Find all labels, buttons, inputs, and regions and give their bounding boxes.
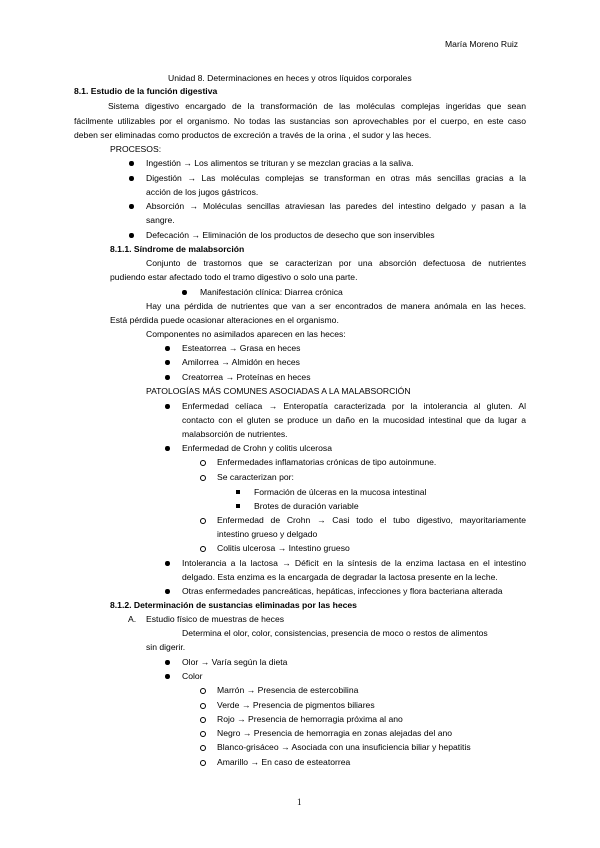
color-item: Blanco-grisáceo → Asociada con una insuficiencia biliar y hepatitis xyxy=(217,742,471,752)
list-item-continuation: malabsorción de nutrientes. xyxy=(182,429,288,439)
list-item: Enfermedad de Crohn → Casi todo el tubo digestivo, mayoritariamente xyxy=(217,515,526,525)
bullet-circle xyxy=(200,731,206,737)
paragraph-line: Hay una pérdida de nutrientes que van a ser encontrados de manera anómala en las heces. xyxy=(146,301,526,311)
bullet-dot xyxy=(165,660,170,665)
bullet-dot xyxy=(165,404,170,409)
list-item: Enfermedad de Crohn y colitis ulcerosa xyxy=(182,443,332,453)
list-item: Creatorrea → Proteínas en heces xyxy=(182,372,311,382)
list-item: Esteatorrea → Grasa en heces xyxy=(182,343,301,353)
color-item: Rojo → Presencia de hemorragia próxima al ano xyxy=(217,714,403,724)
bullet-dot xyxy=(165,346,170,351)
procesos-label: PROCESOS: xyxy=(110,144,162,154)
bullet-circle xyxy=(200,475,206,481)
paragraph-line: sin digerir. xyxy=(146,642,186,652)
list-item: Defecación → Eliminación de los productos de desecho que son inservibles xyxy=(146,230,435,240)
color-item: Amarillo → En caso de esteatorrea xyxy=(217,757,351,767)
bullet-dot xyxy=(165,674,170,679)
bullet-circle xyxy=(200,760,206,766)
bullet-circle xyxy=(200,460,206,466)
bullet-dot xyxy=(165,375,170,380)
color-item: Verde → Presencia de pigmentos biliares xyxy=(217,700,375,710)
color-item: Negro → Presencia de hemorragia en zonas alejadas del ano xyxy=(217,728,453,738)
bullet-dot xyxy=(129,233,134,238)
list-item: Enfermedades inflamatorias crónicas de tipo autoinmune. xyxy=(217,457,437,467)
list-item: Otras enfermedades pancreáticas, hepáticas, infecciones y flora bacteriana alterada xyxy=(182,586,503,596)
bullet-dot xyxy=(165,589,170,594)
bullet-circle xyxy=(200,745,206,751)
list-item-continuation: acción de los jugos gástricos. xyxy=(146,187,259,197)
section-heading-8-1-1: 8.1.1. Síndrome de malabsorción xyxy=(110,244,245,254)
paragraph-line: fácilmente utilizables por el organismo. No todas las sustancias son aprovechables por el cuerpo, en este caso xyxy=(74,116,526,126)
header-author: María Moreno Ruiz xyxy=(445,39,519,49)
list-item: Manifestación clínica: Diarrea crónica xyxy=(200,287,343,297)
list-item-continuation: contacto con el gluten se produce un daño en la mucosidad intestinal que da lugar a xyxy=(182,415,526,425)
list-item: Ingestión → Los alimentos se trituran y se mezclan gracias a la saliva. xyxy=(146,158,414,168)
bullet-dot xyxy=(182,290,187,295)
bullet-dot xyxy=(129,204,134,209)
list-item: Colitis ulcerosa → Intestino grueso xyxy=(217,543,350,553)
list-item: Enfermedad celíaca → Enteropatía caracterizada por la intolerancia al gluten. Al xyxy=(182,401,526,411)
list-item: Formación de úlceras en la mucosa intestinal xyxy=(254,487,427,497)
list-item-continuation: delgado. Esta enzima es la encargada de degradar la lactosa presente en la leche. xyxy=(182,572,498,582)
bullet-square xyxy=(236,490,240,494)
page-title: Unidad 8. Determinaciones en heces y otros líquidos corporales xyxy=(168,73,412,83)
bullet-circle xyxy=(200,703,206,709)
bullet-circle xyxy=(200,518,206,524)
list-item: Color xyxy=(182,671,203,681)
paragraph-line: Determina el olor, color, consistencias, presencia de moco o restos de alimentos xyxy=(182,628,488,638)
list-item: Intolerancia a la lactosa → Déficit en la síntesis de la enzima lactasa en el intestino xyxy=(182,558,526,568)
list-item: Se caracterizan por: xyxy=(217,472,294,482)
bullet-circle xyxy=(200,688,206,694)
list-item-continuation: sangre. xyxy=(146,215,175,225)
paragraph-line: Está pérdida puede ocasionar alteraciones en el organismo. xyxy=(110,315,339,325)
paragraph-line: Componentes no asimilados aparecen en las heces: xyxy=(146,329,346,339)
bullet-dot xyxy=(129,161,134,166)
bullet-circle xyxy=(200,546,206,552)
paragraph-line: Sistema digestivo encargado de la transformación de las moléculas complejas ingeridas que sean xyxy=(108,101,526,111)
paragraph-line: Conjunto de trastornos que se caracterizan por una absorción defectuosa de nutrientes xyxy=(146,258,526,268)
bullet-square xyxy=(236,504,240,508)
color-item: Marrón → Presencia de estercobilina xyxy=(217,685,359,695)
list-item: Absorción → Moléculas sencillas atraviesan las paredes del intestino delgado y pasan a la xyxy=(146,201,526,211)
subsection-title: Estudio físico de muestras de heces xyxy=(146,614,285,624)
paragraph-line: deben ser eliminadas como productos de excreción a través de la orina , el sudor y las heces. xyxy=(74,130,432,140)
bullet-dot xyxy=(165,561,170,566)
list-item: Digestión → Las moléculas complejas se transforman en otras más sencillas gracias a la xyxy=(146,173,526,183)
patologias-heading: PATOLOGÍAS MÁS COMUNES ASOCIADAS A LA MALABSORCIÓN xyxy=(146,386,411,396)
bullet-dot xyxy=(129,176,134,181)
list-item: Olor → Varía según la dieta xyxy=(182,657,288,667)
list-item: Brotes de duración variable xyxy=(254,501,359,511)
bullet-circle xyxy=(200,717,206,723)
bullet-dot xyxy=(165,446,170,451)
bullet-dot xyxy=(165,360,170,365)
section-heading-8-1-2: 8.1.2. Determinación de sustancias eliminadas por las heces xyxy=(110,600,357,610)
list-item-continuation: intestino grueso y delgado xyxy=(217,529,318,539)
section-heading-8-1: 8.1. Estudio de la función digestiva xyxy=(74,86,218,96)
paragraph-line: pudiendo estar afectado todo el tramo digestivo o solo una parte. xyxy=(110,272,358,282)
page-number: 1 xyxy=(297,797,302,807)
list-item: Amilorrea → Almidón en heces xyxy=(182,357,300,367)
list-letter: A. xyxy=(128,614,137,624)
